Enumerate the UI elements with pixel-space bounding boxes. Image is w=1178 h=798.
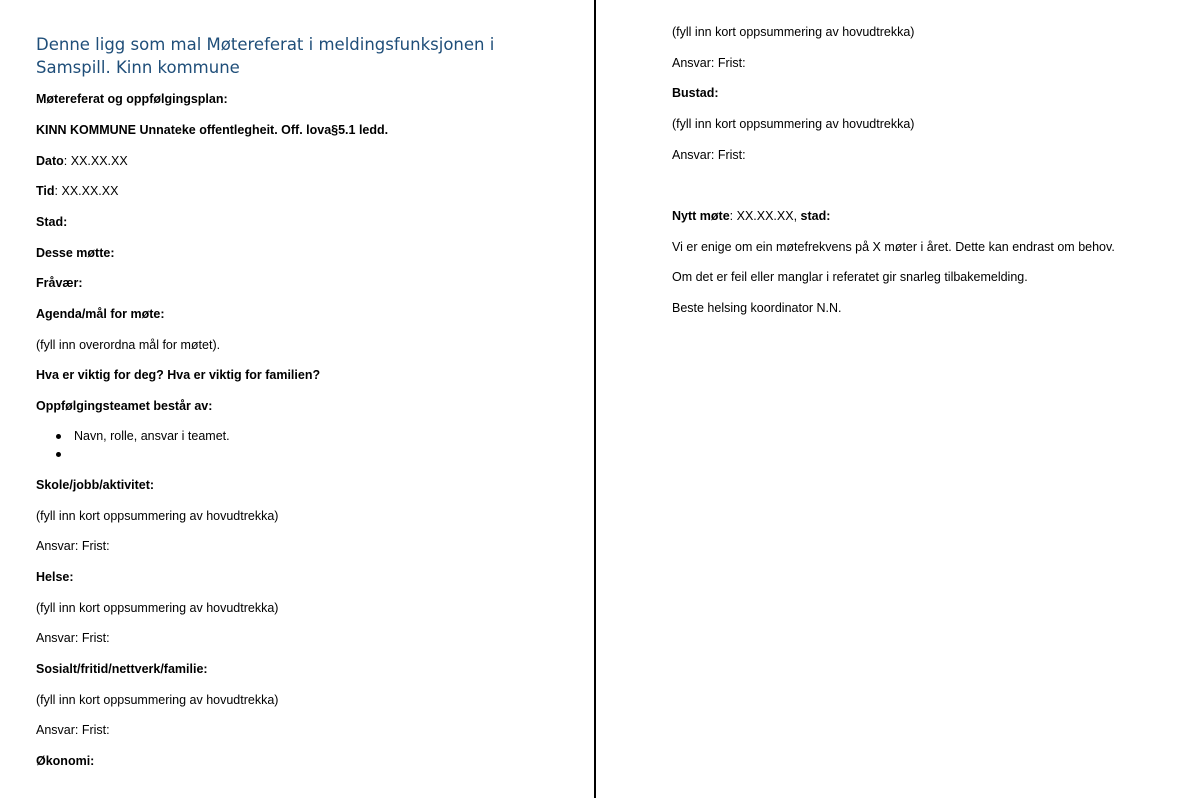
skole-ansvar-text: Ansvar: Frist: [36, 539, 110, 553]
document-title: Denne ligg som mal Møtereferat i meldingsfunksjonen i Samspill. Kinn kommune [36, 35, 495, 77]
nytt-mote-field: Nytt møte: XX.XX.XX, stad: [672, 209, 831, 223]
sosialt-heading: Sosialt/fritid/nettverk/familie: [36, 662, 208, 676]
right-page [596, 0, 1178, 798]
heading-kinn-kommune: KINN KOMMUNE Unnateke offentlegheit. Off. lova§5.1 ledd. [36, 123, 389, 137]
helse-fill-text: (fyll inn kort oppsummering av hovudtrekka) [36, 601, 279, 615]
bullet-dot [56, 452, 61, 457]
tilbakemelding-text: Om det er feil eller manglar i referatet gir snarleg tilbakemelding. [672, 270, 1028, 284]
sosialt-ansvar-text: Ansvar: Frist: [36, 723, 110, 737]
viktig-heading: Hva er viktig for deg? Hva er viktig for familien? [36, 368, 321, 382]
okonomi-fill-text: (fyll inn kort oppsummering av hovudtrekka) [672, 25, 915, 39]
helse-heading: Helse: [36, 570, 74, 584]
signature-text: Beste helsing koordinator N.N. [672, 301, 842, 315]
helse-ansvar-text: Ansvar: Frist: [36, 631, 110, 645]
team-heading: Oppfølgingsteamet består av: [36, 399, 213, 413]
sosialt-fill-text: (fyll inn kort oppsummering av hovudtrekka) [36, 693, 279, 707]
motefrekvens-text: Vi er enige om ein møtefrekvens på X møter i året. Dette kan endrast om behov. [672, 240, 1115, 254]
bustad-heading: Bustad: [672, 86, 719, 100]
list-item: Navn, rolle, ansvar i teamet. [74, 429, 230, 443]
desse-motte-field: Desse møtte: [36, 246, 115, 260]
agenda-heading: Agenda/mål for møte: [36, 307, 165, 321]
heading-motereferat: Møtereferat og oppfølgingsplan: [36, 92, 228, 106]
skole-fill-text: (fyll inn kort oppsummering av hovudtrekka) [36, 509, 279, 523]
bustad-ansvar-text: Ansvar: Frist: [672, 148, 746, 162]
skole-heading: Skole/jobb/aktivitet: [36, 478, 155, 492]
okonomi-heading: Økonomi: [36, 754, 95, 768]
stad-field: Stad: [36, 215, 68, 229]
bustad-fill-text: (fyll inn kort oppsummering av hovudtrekka) [672, 117, 915, 131]
bullet-dot [56, 434, 61, 439]
fravaer-field: Fråvær: [36, 276, 83, 290]
okonomi-ansvar-text: Ansvar: Frist: [672, 56, 746, 70]
tid-field: Tid: XX.XX.XX [36, 184, 119, 198]
agenda-fill-text: (fyll inn overordna mål for møtet). [36, 338, 221, 352]
dato-field: Dato: XX.XX.XX [36, 154, 128, 168]
